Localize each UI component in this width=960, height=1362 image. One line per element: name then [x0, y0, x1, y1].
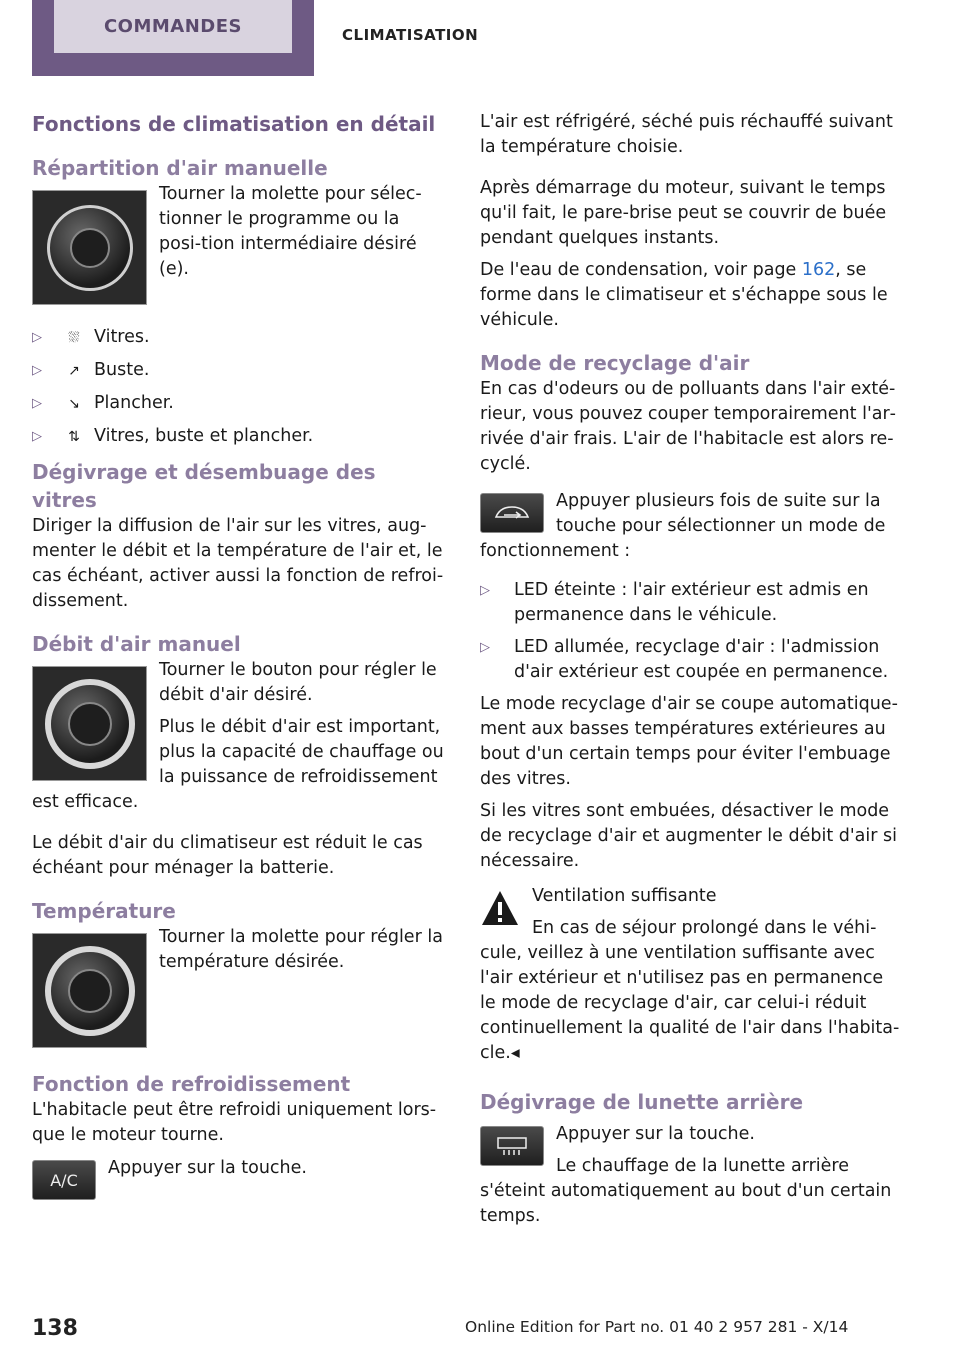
- triangle-right-icon: ▷: [32, 429, 42, 444]
- footwell-air-icon: ↘: [68, 396, 80, 412]
- rear-defrost-text-1: Appuyer sur la touche.: [556, 1124, 755, 1144]
- windshield-icon: ⛆: [68, 330, 80, 346]
- air-distribution-block: [32, 182, 447, 313]
- ac-button-image: A/C: [32, 1160, 96, 1200]
- page-number: 138: [32, 1316, 78, 1341]
- heading-recirculation: Mode de recyclage d'air: [480, 351, 750, 375]
- knob-icon: [45, 679, 135, 769]
- cooling-text-1: L'habitacle peut être refroidi uniquement lors‐que le moteur tourne.: [32, 1100, 437, 1145]
- upper-body-air-icon: ↗: [68, 363, 80, 379]
- list-item: ▷ LED allumée, recyclage d'air : l'admission d'air extérieur est coupée en permanence.: [480, 637, 889, 682]
- recirculation-icon: [492, 503, 532, 523]
- warning-icon: [480, 888, 520, 928]
- list-item: ▷ ↗ Buste.: [32, 358, 447, 384]
- page-title: Fonctions de climatisation en détail: [32, 112, 436, 136]
- recirculation-button-block: [480, 489, 900, 564]
- list-item: ▷ ⛆ Vitres.: [32, 325, 447, 351]
- recirculation-text-3: Le mode recyclage d'air se coupe automatique‐ment aux basses températures extérieures au bout d'un certain temps pour éviter l'embuage des vitres.: [480, 694, 898, 789]
- list-item: ▷ ⇅ Vitres, buste et plancher.: [32, 424, 447, 450]
- heading-temperature: Température: [32, 899, 176, 923]
- knob-icon: [47, 205, 133, 291]
- page-link[interactable]: 162: [801, 260, 836, 280]
- recirculation-button-image: [480, 493, 544, 533]
- triangle-right-icon: ▷: [32, 330, 42, 345]
- warning-title: Ventilation suffisante: [532, 886, 717, 906]
- triangle-right-icon: ▷: [480, 583, 490, 598]
- all-zones-air-icon: ⇅: [68, 429, 80, 445]
- recirculation-text-4: Si les vitres sont embuées, désactiver le mode de recyclage d'air et augmenter le débit d'air si nécessaire.: [480, 801, 898, 871]
- triangle-right-icon: ▷: [480, 640, 490, 655]
- airflow-knob-image: [32, 666, 147, 781]
- recirculation-text-1: En cas d'odeurs ou de polluants dans l'air exté‐rieur, vous pouvez couper temporairement l'ar‐rivée d'air frais. L'air de l'habitacle est alors re‐cyclé.: [480, 379, 896, 474]
- air-distribution-list: [32, 325, 447, 450]
- right-text-3: De l'eau de condensation, voir page 162, se forme dans le climatiseur et s'échappe sous le véhicule.: [480, 260, 888, 330]
- triangle-right-icon: ▷: [32, 363, 42, 378]
- heading-cooling: Fonction de refroidissement: [32, 1072, 351, 1096]
- rear-defrost-text-2: Le chauffage de la lunette arrière s'éteint automatiquement au bout d'un certain temps.: [480, 1156, 892, 1226]
- rear-defrost-button-image: [480, 1126, 544, 1166]
- temperature-block: [32, 925, 447, 1056]
- right-text-2: Après démarrage du moteur, suivant le temps qu'il fait, le pare-brise peut se couvrir de buée pendant quelques instants.: [480, 178, 887, 248]
- edition-note: Online Edition for Part no. 01 40 2 957 281 - X/14: [465, 1318, 849, 1336]
- heading-defrost: Dégivrage et désembuage des vitres: [32, 460, 376, 512]
- warning-text: En cas de séjour prolongé dans le véhi‐cule, veillez à une ventilation suffisante avec l'air extérieur et n'utilisez pas en permanence le mode de recyclage d'air, car celui-i réduit continuellement la qualité de l'air dans l'habita‐cle.◂: [480, 918, 900, 1063]
- recirculation-list: [480, 578, 900, 685]
- recirculation-text-2: Appuyer plusieurs fois de suite sur la touche pour sélectionner un mode de fonctionnement :: [480, 491, 886, 561]
- air-distribution-text: Tourner la molette pour sélec‐tionner le programme ou la posi‐tion intermédiaire désiré (e).: [159, 184, 422, 279]
- list-item: ▷ LED éteinte : l'air extérieur est admis en permanence dans le véhicule.: [480, 580, 869, 625]
- temperature-text: Tourner la molette pour régler la température désirée.: [159, 927, 443, 972]
- chapter-tab-label: COMMANDES: [54, 0, 292, 53]
- knob-icon: [45, 946, 135, 1036]
- right-text-1: L'air est réfrigéré, séché puis réchauffé suivant la température choisie.: [480, 112, 893, 157]
- temperature-knob-image: [32, 933, 147, 1048]
- air-distribution-knob-image: [32, 190, 147, 305]
- cooling-text-2: Appuyer sur la touche.: [108, 1158, 307, 1178]
- rear-window-heating-icon: [495, 1135, 529, 1157]
- warning-block: [480, 884, 900, 1066]
- airflow-text-2: Plus le débit d'air est important, plus la capacité de chauffage ou la puissance de refroidissement est efficace.: [32, 717, 444, 812]
- airflow-text-1: Tourner le bouton pour régler le débit d'air désiré.: [159, 660, 437, 705]
- left-column: [32, 110, 447, 1204]
- heading-manual-air-distribution: Répartition d'air manuelle: [32, 156, 328, 180]
- list-item: ▷ ↘ Plancher.: [32, 391, 447, 417]
- cooling-button-block: [32, 1156, 447, 1204]
- section-label: CLIMATISATION: [342, 26, 479, 44]
- rear-defrost-block: [480, 1122, 900, 1229]
- right-column: [480, 110, 900, 1229]
- defrost-text: Diriger la diffusion de l'air sur les vitres, aug‐menter le débit et la température de l'air et, le cas échéant, activer aussi la fonction de refroi‐dissement.: [32, 516, 444, 611]
- heading-rear-defrost: Dégivrage de lunette arrière: [480, 1090, 804, 1114]
- triangle-right-icon: ▷: [32, 396, 42, 411]
- airflow-block: [32, 658, 447, 815]
- heading-manual-airflow: Débit d'air manuel: [32, 632, 241, 656]
- airflow-text-3: Le débit d'air du climatiseur est réduit le cas échéant pour ménager la batterie.: [32, 833, 423, 878]
